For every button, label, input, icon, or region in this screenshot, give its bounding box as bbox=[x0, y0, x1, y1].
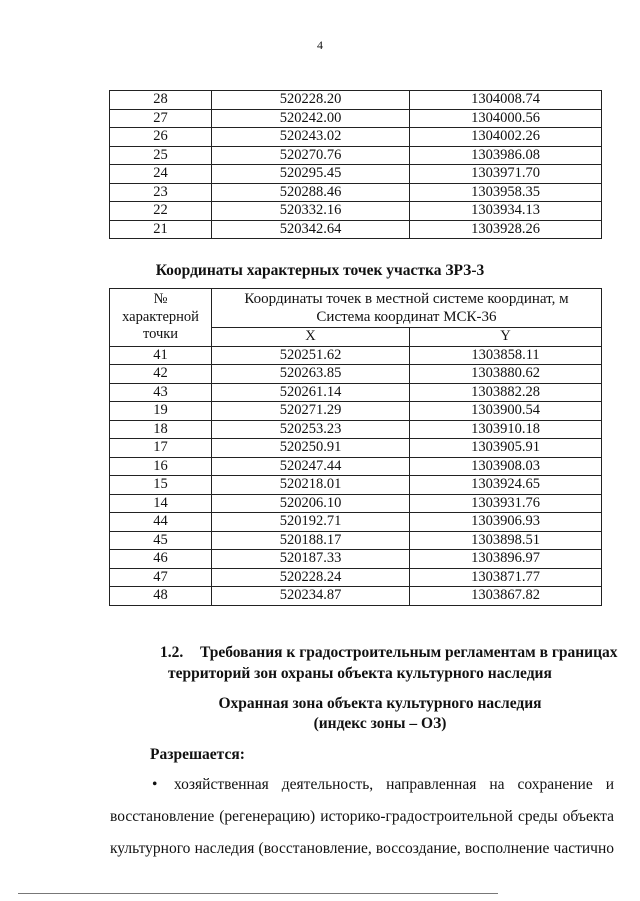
y-coordinate-cell: 1303896.97 bbox=[410, 550, 602, 569]
y-coordinate-cell: 1303924.65 bbox=[410, 476, 602, 495]
point-number-cell: 21 bbox=[110, 220, 212, 239]
point-number-cell: 45 bbox=[110, 531, 212, 550]
zone-title-line1: Охранная зона объекта культурного наследия bbox=[218, 695, 542, 712]
y-coordinate-cell: 1303958.35 bbox=[410, 183, 602, 202]
y-coordinate-cell: 1303934.13 bbox=[410, 202, 602, 221]
point-number-cell: 42 bbox=[110, 365, 212, 384]
zone-title bbox=[0, 694, 640, 734]
x-coordinate-cell: 520271.29 bbox=[212, 402, 410, 421]
point-number-cell: 27 bbox=[110, 109, 212, 128]
allowed-label: Разрешается: bbox=[150, 746, 245, 763]
x-coordinate-cell: 520332.16 bbox=[212, 202, 410, 221]
table-row bbox=[110, 402, 602, 421]
top-table-row bbox=[110, 109, 602, 128]
x-coordinate-cell: 520288.46 bbox=[212, 183, 410, 202]
top-table-row bbox=[110, 220, 602, 239]
point-number-cell: 16 bbox=[110, 457, 212, 476]
section-title-line2: территорий зон охраны объекта культурного наследия bbox=[168, 665, 552, 682]
y-coordinate-cell: 1303908.03 bbox=[410, 457, 602, 476]
header-coords-line2: Система координат МСК-36 bbox=[316, 309, 497, 325]
header-coords-line1: Координаты точек в местной системе координат, м bbox=[244, 291, 569, 307]
x-coordinate-cell: 520188.17 bbox=[212, 531, 410, 550]
table-row bbox=[110, 513, 602, 532]
y-coordinate-cell: 1303928.26 bbox=[410, 220, 602, 239]
point-number-cell: 23 bbox=[110, 183, 212, 202]
table-row bbox=[110, 439, 602, 458]
x-coordinate-cell: 520253.23 bbox=[212, 420, 410, 439]
x-coordinate-cell: 520247.44 bbox=[212, 457, 410, 476]
x-coordinate-cell: 520261.14 bbox=[212, 383, 410, 402]
y-coordinate-cell: 1303882.28 bbox=[410, 383, 602, 402]
x-coordinate-cell: 520295.45 bbox=[212, 165, 410, 184]
point-number-cell: 19 bbox=[110, 402, 212, 421]
point-number-cell: 17 bbox=[110, 439, 212, 458]
top-table-body bbox=[110, 91, 602, 239]
paragraph-line1 bbox=[110, 775, 614, 795]
y-coordinate-cell: 1303880.62 bbox=[410, 365, 602, 384]
y-coordinate-cell: 1303858.11 bbox=[410, 346, 602, 365]
x-coordinate-cell: 520192.71 bbox=[212, 513, 410, 532]
y-coordinate-cell: 1303986.08 bbox=[410, 146, 602, 165]
x-coordinate-cell: 520243.02 bbox=[212, 128, 410, 147]
point-number-cell: 46 bbox=[110, 550, 212, 569]
table-row bbox=[110, 531, 602, 550]
y-coordinate-cell: 1303906.93 bbox=[410, 513, 602, 532]
header-point-number bbox=[110, 289, 212, 347]
header-point-line3: точки bbox=[142, 326, 179, 342]
point-number-cell: 43 bbox=[110, 383, 212, 402]
x-coordinate-cell: 520206.10 bbox=[212, 494, 410, 513]
top-table-row bbox=[110, 183, 602, 202]
table-row bbox=[110, 383, 602, 402]
header-point-line1: № bbox=[153, 291, 168, 307]
top-table-row bbox=[110, 146, 602, 165]
point-number-cell: 25 bbox=[110, 146, 212, 165]
x-coordinate-cell: 520187.33 bbox=[212, 550, 410, 569]
section-heading bbox=[160, 642, 620, 684]
x-coordinate-cell: 520242.00 bbox=[212, 109, 410, 128]
table-row bbox=[110, 494, 602, 513]
bullet-marker: • bbox=[152, 776, 158, 793]
table-row bbox=[110, 476, 602, 495]
table-row bbox=[110, 587, 602, 606]
point-number-cell: 48 bbox=[110, 587, 212, 606]
point-number-cell: 18 bbox=[110, 420, 212, 439]
y-coordinate-cell: 1303898.51 bbox=[410, 531, 602, 550]
coordinates-table-zrz3 bbox=[109, 288, 602, 606]
y-coordinate-cell: 1303931.76 bbox=[410, 494, 602, 513]
main-table-body bbox=[110, 346, 602, 605]
section-title-line1: Требования к градостроительным регламентам в границах bbox=[200, 644, 618, 661]
x-coordinate-cell: 520234.87 bbox=[212, 587, 410, 606]
zone-title-line2: (индекс зоны – ОЗ) bbox=[313, 715, 447, 732]
y-coordinate-cell: 1303900.54 bbox=[410, 402, 602, 421]
y-coordinate-cell: 1303871.77 bbox=[410, 568, 602, 587]
table-row bbox=[110, 346, 602, 365]
x-coordinate-cell: 520228.24 bbox=[212, 568, 410, 587]
point-number-cell: 24 bbox=[110, 165, 212, 184]
section-heading-line1 bbox=[160, 642, 620, 663]
x-coordinate-cell: 520342.64 bbox=[212, 220, 410, 239]
y-coordinate-cell: 1303905.91 bbox=[410, 439, 602, 458]
top-table-row bbox=[110, 165, 602, 184]
point-number-cell: 15 bbox=[110, 476, 212, 495]
paragraph-line2: восстановление (регенерацию) историко-градостроительной среды объекта bbox=[110, 808, 614, 825]
table-row bbox=[110, 550, 602, 569]
page-number: 4 bbox=[317, 38, 323, 52]
section-number: 1.2. bbox=[160, 644, 184, 661]
header-coordinates bbox=[212, 289, 602, 328]
y-coordinate-cell: 1303867.82 bbox=[410, 587, 602, 606]
x-coordinate-cell: 520250.91 bbox=[212, 439, 410, 458]
y-coordinate-cell: 1303910.18 bbox=[410, 420, 602, 439]
point-number-cell: 22 bbox=[110, 202, 212, 221]
y-coordinate-cell: 1303971.70 bbox=[410, 165, 602, 184]
header-point-line2: характерной bbox=[122, 308, 199, 325]
table-row bbox=[110, 568, 602, 587]
table-row bbox=[110, 365, 602, 384]
x-coordinate-cell: 520251.62 bbox=[212, 346, 410, 365]
point-number-cell: 14 bbox=[110, 494, 212, 513]
y-coordinate-cell: 1304000.56 bbox=[410, 109, 602, 128]
bottom-rule bbox=[18, 893, 498, 894]
y-coordinate-cell: 1304008.74 bbox=[410, 91, 602, 110]
top-table-row bbox=[110, 202, 602, 221]
point-number-cell: 26 bbox=[110, 128, 212, 147]
point-number-cell: 47 bbox=[110, 568, 212, 587]
header-y: Y bbox=[410, 328, 602, 347]
table-header bbox=[110, 289, 602, 347]
point-number-cell: 44 bbox=[110, 513, 212, 532]
paragraph-line1-text: хозяйственная деятельность, направленная на сохранение и bbox=[174, 776, 614, 793]
top-table-row bbox=[110, 91, 602, 110]
y-coordinate-cell: 1304002.26 bbox=[410, 128, 602, 147]
paragraph-line3: культурного наследия (восстановление, воссоздание, восполнение частично bbox=[110, 840, 614, 857]
table-row bbox=[110, 420, 602, 439]
x-coordinate-cell: 520263.85 bbox=[212, 365, 410, 384]
table-row bbox=[110, 457, 602, 476]
point-number-cell: 41 bbox=[110, 346, 212, 365]
x-coordinate-cell: 520270.76 bbox=[212, 146, 410, 165]
table-title: Координаты характерных точек участка ЗРЗ-3 bbox=[155, 262, 485, 279]
x-coordinate-cell: 520228.20 bbox=[212, 91, 410, 110]
top-table-row bbox=[110, 128, 602, 147]
coordinates-table-continued bbox=[109, 90, 602, 239]
point-number-cell: 28 bbox=[110, 91, 212, 110]
header-x: X bbox=[212, 328, 410, 347]
x-coordinate-cell: 520218.01 bbox=[212, 476, 410, 495]
